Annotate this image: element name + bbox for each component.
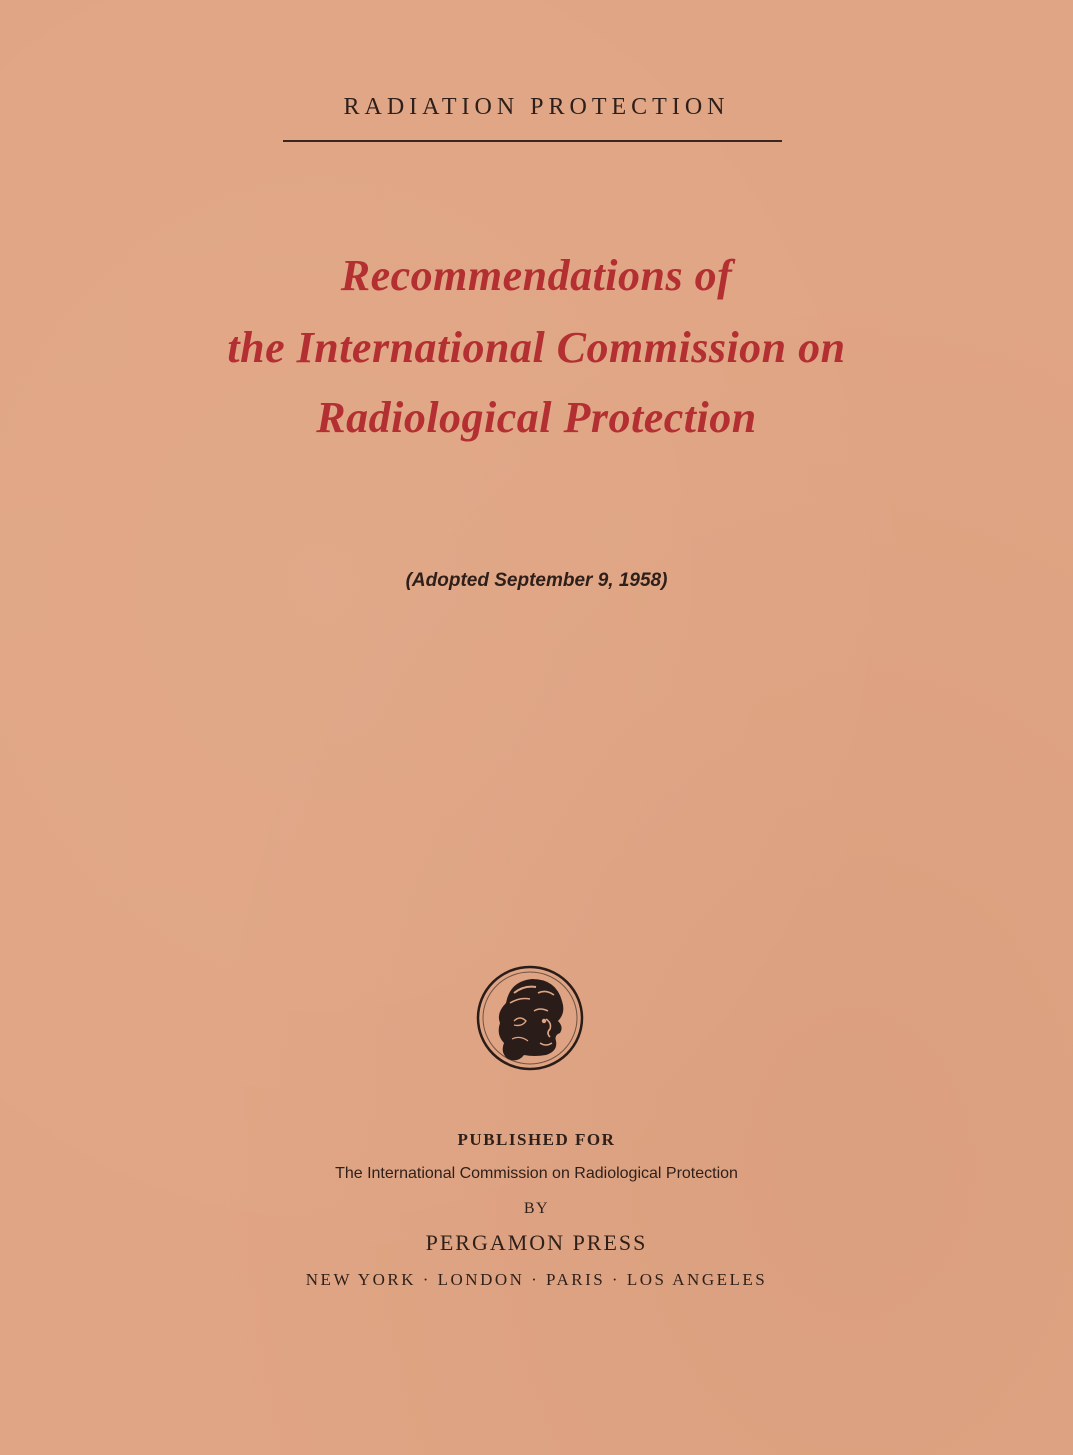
title-line-1: Recommendations of [340,251,733,300]
series-title: RADIATION PROTECTION [343,94,730,120]
title-line-3: Radiological Protection [316,393,757,442]
publisher-emblem-icon [474,963,586,1073]
adoption-date: (Adopted September 9, 1958) [405,570,668,591]
publisher-name: PERGAMON PRESS [425,1230,648,1255]
published-for-label: PUBLISHED FOR [457,1130,616,1149]
publishing-organization: The International Commission on Radiological Protection [335,1165,738,1182]
title-line-2: the International Commission on [227,323,846,372]
by-label: BY [523,1200,550,1217]
publisher-cities: NEW YORK · LONDON · PARIS · LOS ANGELES [305,1270,768,1289]
series-underline [283,140,782,142]
